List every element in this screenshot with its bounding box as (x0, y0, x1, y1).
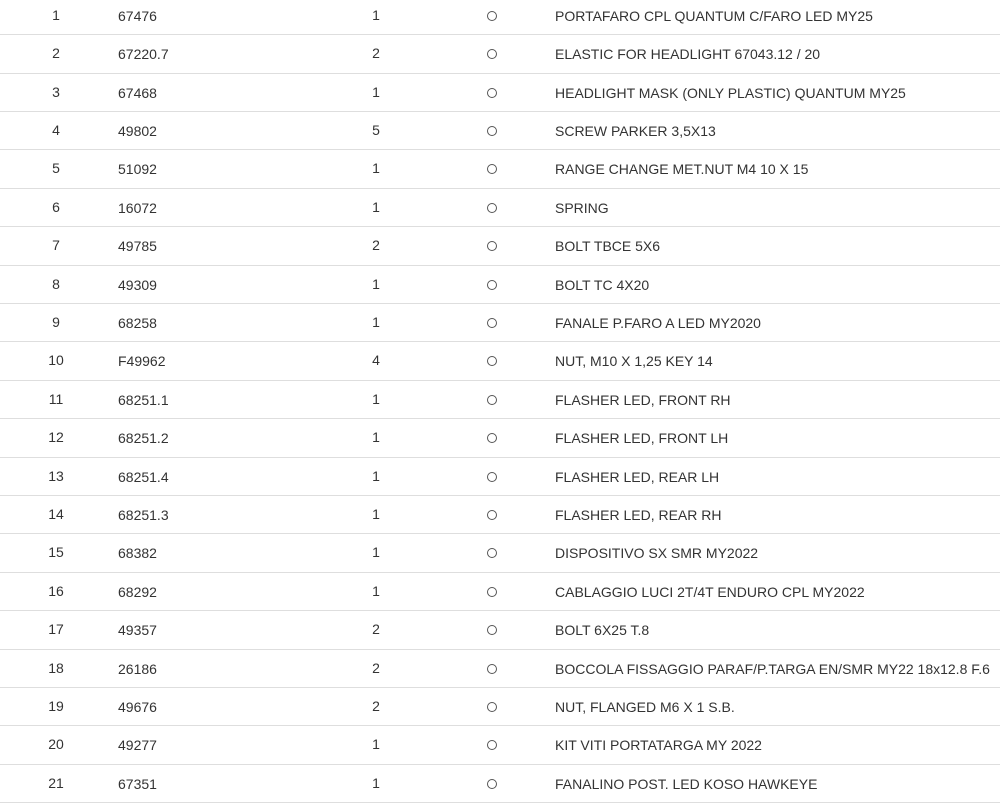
select-radio[interactable] (487, 664, 497, 674)
row-number: 2 (52, 45, 60, 62)
row-number: 10 (48, 352, 64, 369)
row-number: 7 (52, 237, 60, 254)
row-number: 15 (48, 544, 64, 561)
table-row (0, 419, 1000, 457)
part-quantity: 1 (372, 582, 380, 599)
part-code: 49357 (118, 622, 157, 639)
table-row (0, 765, 1000, 803)
part-quantity: 2 (372, 45, 380, 62)
table-row (0, 74, 1000, 112)
row-number: 14 (48, 505, 64, 522)
select-radio[interactable] (487, 587, 497, 597)
part-code: 68251.1 (118, 391, 169, 408)
part-code: 67220.7 (118, 46, 169, 63)
part-description: SCREW PARKER 3,5X13 (555, 123, 716, 140)
part-code: F49962 (118, 353, 166, 370)
row-number: 19 (48, 697, 64, 714)
part-description: RANGE CHANGE MET.NUT M4 10 X 15 (555, 161, 809, 178)
select-radio[interactable] (487, 203, 497, 213)
row-number: 18 (48, 659, 64, 676)
part-quantity: 1 (372, 544, 380, 561)
part-quantity: 2 (372, 237, 380, 254)
part-quantity: 4 (372, 352, 380, 369)
select-radio[interactable] (487, 280, 497, 290)
table-row (0, 35, 1000, 73)
part-description: ELASTIC FOR HEADLIGHT 67043.12 / 20 (555, 46, 821, 63)
table-row (0, 0, 1000, 35)
part-quantity: 5 (372, 122, 380, 139)
row-number: 20 (48, 736, 64, 753)
part-code: 49309 (118, 276, 157, 293)
part-code: 67351 (118, 775, 157, 792)
select-radio[interactable] (487, 510, 497, 520)
row-number: 8 (52, 275, 60, 292)
select-radio[interactable] (487, 164, 497, 174)
part-quantity: 1 (372, 429, 380, 446)
part-quantity: 1 (372, 275, 380, 292)
table-row (0, 381, 1000, 419)
part-description: CABLAGGIO LUCI 2T/4T ENDURO CPL MY2022 (555, 583, 865, 600)
part-description: SPRING (555, 199, 609, 216)
part-code: 67476 (118, 8, 157, 24)
select-radio[interactable] (487, 356, 497, 366)
part-code: 26186 (118, 660, 157, 677)
part-quantity: 2 (372, 621, 380, 638)
table-row (0, 611, 1000, 649)
part-description: FLASHER LED, REAR RH (555, 506, 722, 523)
table-row (0, 150, 1000, 188)
part-code: 49785 (118, 238, 157, 255)
table-row (0, 573, 1000, 611)
table-row (0, 458, 1000, 496)
part-quantity: 1 (372, 7, 380, 23)
part-code: 68292 (118, 583, 157, 600)
part-quantity: 1 (372, 736, 380, 753)
part-quantity: 1 (372, 83, 380, 100)
row-number: 11 (48, 390, 64, 407)
part-description: FANALINO POST. LED KOSO HAWKEYE (555, 775, 818, 792)
part-description: BOLT TBCE 5X6 (555, 238, 661, 255)
select-radio[interactable] (487, 88, 497, 98)
table-row (0, 726, 1000, 764)
part-code: 51092 (118, 161, 157, 178)
row-number: 13 (48, 467, 64, 484)
row-number: 16 (48, 582, 64, 599)
part-description: BOCCOLA FISSAGGIO PARAF/P.TARGA EN/SMR MY22 18x12.8 F.6 (555, 660, 990, 677)
table-row (0, 266, 1000, 304)
part-quantity: 1 (372, 314, 380, 331)
part-quantity: 1 (372, 390, 380, 407)
row-number: 17 (48, 621, 64, 638)
part-quantity: 2 (372, 697, 380, 714)
part-quantity: 2 (372, 659, 380, 676)
part-description: BOLT TC 4X20 (555, 276, 650, 293)
part-description: NUT, FLANGED M6 X 1 S.B. (555, 698, 735, 715)
table-row (0, 189, 1000, 227)
part-description: PORTAFARO CPL QUANTUM C/FARO LED MY25 (555, 8, 873, 24)
row-number: 21 (48, 774, 64, 791)
table-row (0, 304, 1000, 342)
part-code: 68251.3 (118, 506, 169, 523)
part-code: 49802 (118, 123, 157, 140)
part-description: FLASHER LED, FRONT LH (555, 430, 729, 447)
select-radio[interactable] (487, 548, 497, 558)
table-row (0, 534, 1000, 572)
part-code: 68382 (118, 545, 157, 562)
row-number: 9 (52, 314, 60, 331)
table-row (0, 496, 1000, 534)
row-number: 12 (48, 429, 64, 446)
select-radio[interactable] (487, 49, 497, 59)
table-row (0, 650, 1000, 688)
part-description: FANALE P.FARO A LED MY2020 (555, 315, 761, 332)
table-row (0, 227, 1000, 265)
part-quantity: 1 (372, 505, 380, 522)
part-code: 16072 (118, 199, 157, 216)
select-radio[interactable] (487, 740, 497, 750)
select-radio[interactable] (487, 241, 497, 251)
part-code: 68251.2 (118, 430, 169, 447)
part-quantity: 1 (372, 467, 380, 484)
part-code: 68251.4 (118, 468, 169, 485)
part-description: KIT VITI PORTATARGA MY 2022 (555, 737, 762, 754)
select-radio[interactable] (487, 433, 497, 443)
select-radio[interactable] (487, 395, 497, 405)
row-number: 3 (52, 83, 60, 100)
select-radio[interactable] (487, 779, 497, 789)
table-row (0, 688, 1000, 726)
part-code: 68258 (118, 315, 157, 332)
part-description: FLASHER LED, FRONT RH (555, 391, 731, 408)
select-radio[interactable] (487, 11, 497, 21)
part-quantity: 1 (372, 160, 380, 177)
part-description: BOLT 6X25 T.8 (555, 622, 650, 639)
part-description: FLASHER LED, REAR LH (555, 468, 720, 485)
part-quantity: 1 (372, 774, 380, 791)
part-description: DISPOSITIVO SX SMR MY2022 (555, 545, 759, 562)
part-description: HEADLIGHT MASK (ONLY PLASTIC) QUANTUM MY25 (555, 84, 906, 101)
part-quantity: 1 (372, 198, 380, 215)
row-number: 5 (52, 160, 60, 177)
table-row (0, 342, 1000, 380)
part-code: 49676 (118, 698, 157, 715)
table-row (0, 112, 1000, 150)
part-description: NUT, M10 X 1,25 KEY 14 (555, 353, 713, 370)
row-number: 6 (52, 198, 60, 215)
select-radio[interactable] (487, 318, 497, 328)
row-number: 4 (52, 122, 60, 139)
part-code: 67468 (118, 84, 157, 101)
select-radio[interactable] (487, 126, 497, 136)
part-code: 49277 (118, 737, 157, 754)
select-radio[interactable] (487, 625, 497, 635)
row-number: 1 (52, 7, 60, 23)
select-radio[interactable] (487, 472, 497, 482)
select-radio[interactable] (487, 702, 497, 712)
